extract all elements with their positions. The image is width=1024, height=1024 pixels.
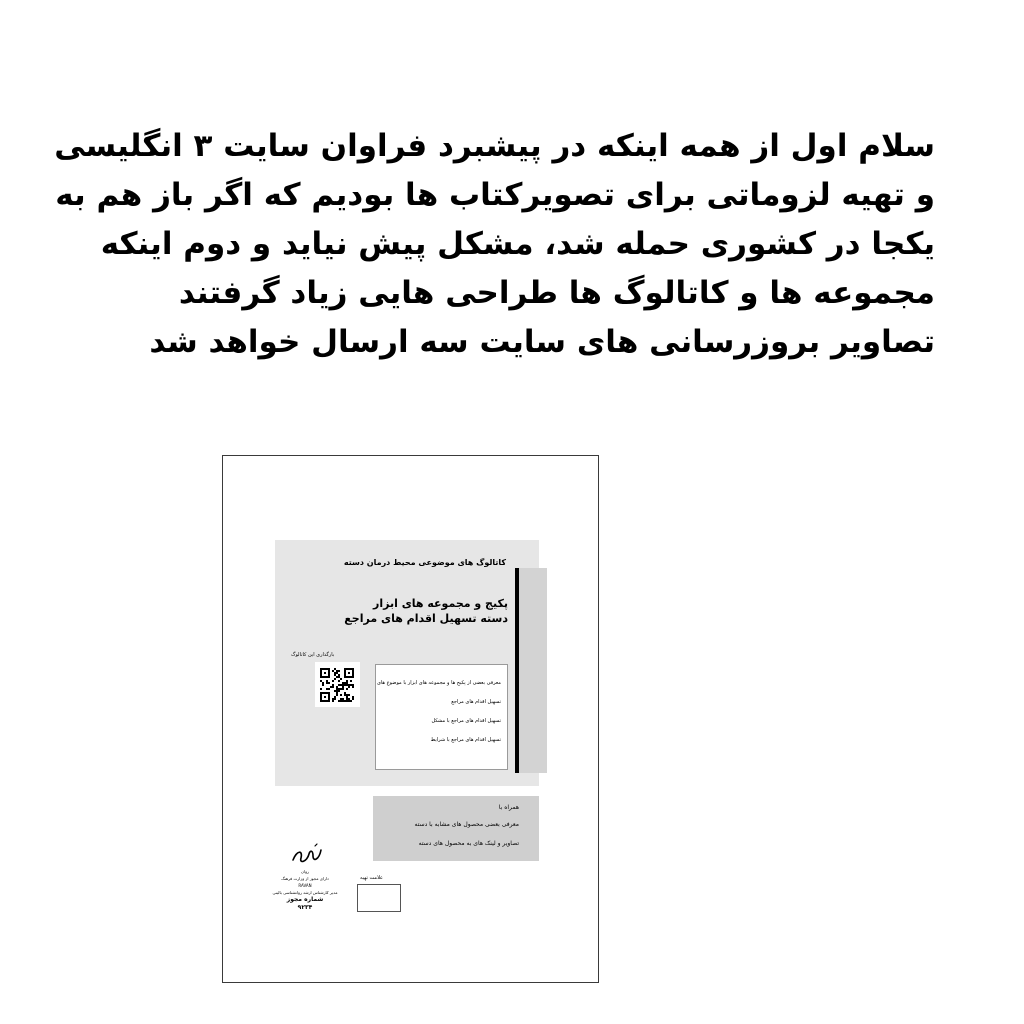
qr-module: [332, 700, 334, 702]
qr-module: [346, 680, 348, 682]
qr-module: [350, 700, 352, 702]
qr-module: [338, 684, 340, 686]
catalog-title-line: پکیج و مجموعه های ابزار: [373, 597, 508, 610]
qr-module: [334, 674, 336, 676]
qr-module: [336, 688, 338, 690]
license-number: ۹۲۳۴: [297, 904, 313, 911]
qr-module: [332, 686, 334, 688]
announcement-line: تصاویر بروزرسانی های سایت سه ارسال خواهد شد: [149, 324, 935, 360]
accompany-item: معرفی بعضی محصول های مشابه با دسته: [414, 821, 519, 828]
qr-module: [338, 700, 340, 702]
qr-module: [336, 672, 338, 674]
qr-module: [336, 676, 338, 678]
qr-module: [346, 688, 348, 690]
publisher-director: مدیر کارشناس ارشد روانشناسی بالینی: [272, 890, 338, 895]
qr-module: [346, 684, 348, 686]
qr-module: [332, 670, 334, 672]
publisher-license-code: RAVAN: [298, 883, 312, 888]
qr-module: [344, 684, 346, 686]
announcement-line: و تهیه لزوماتی برای تصویرکتاب ها بودیم که اگر باز هم به: [55, 177, 935, 213]
qr-module: [342, 688, 344, 690]
qr-module: [336, 686, 338, 688]
contents-item: تسهیل اقدام های مراجع با شرایط: [430, 737, 501, 743]
qr-module: [336, 690, 338, 692]
qr-module: [348, 686, 350, 688]
catalog-page-preview: [222, 455, 599, 983]
qr-module: [344, 692, 346, 694]
prepare-label: علامت تهیه: [360, 875, 384, 881]
qr-module: [328, 682, 330, 684]
qr-module: [348, 684, 350, 686]
qr-module: [332, 698, 334, 700]
contents-item: تسهیل اقدام های مراجع با مشکل: [431, 718, 501, 724]
qr-module: [352, 686, 354, 688]
qr-module: [344, 682, 346, 684]
license-label: شماره مجوز: [286, 896, 324, 903]
contents-item: تسهیل اقدام های مراجع: [451, 699, 501, 705]
qr-module: [320, 688, 322, 690]
qr-module: [348, 694, 350, 696]
qr-module: [338, 676, 340, 678]
catalog-section-label: کاتالوگ های موضوعی محیط درمان دسته: [343, 558, 506, 567]
qr-module: [346, 682, 348, 684]
publisher-logo-text: روان: [301, 869, 309, 874]
qr-module: [348, 698, 350, 700]
qr-module: [340, 700, 342, 702]
qr-module: [326, 688, 328, 690]
catalog-title-line: دسته تسهیل اقدام های مراجع: [344, 612, 508, 625]
accompany-box: [373, 796, 539, 861]
qr-module: [348, 700, 350, 702]
qr-code[interactable]: [315, 662, 360, 707]
catalog-title: [344, 596, 508, 626]
qr-module: [336, 692, 338, 694]
qr-module: [338, 670, 340, 672]
publisher-license-text: دارای مجوز از وزارت فرهنگ: [281, 876, 329, 881]
qr-module: [348, 672, 350, 674]
catalog-contents-box: [375, 664, 508, 770]
qr-module: [342, 698, 344, 700]
qr-module: [350, 680, 352, 682]
qr-module: [336, 670, 338, 672]
publisher-info: [257, 868, 353, 912]
qr-module: [342, 700, 344, 702]
qr-module: [352, 696, 354, 698]
qr-module: [346, 698, 348, 700]
accompany-heading: همراه با: [498, 804, 519, 811]
prepare-mark-box: [357, 884, 401, 912]
qr-module: [328, 688, 330, 690]
qr-module: [334, 696, 336, 698]
qr-module: [322, 684, 324, 686]
qr-module: [334, 668, 336, 670]
qr-module: [326, 680, 328, 682]
qr-module: [322, 682, 324, 684]
qr-module: [334, 678, 336, 680]
qr-code-icon: [320, 668, 354, 702]
qr-module: [342, 684, 344, 686]
qr-module: [334, 698, 336, 700]
qr-module: [332, 684, 334, 686]
qr-module: [336, 694, 338, 696]
qr-module: [320, 680, 322, 682]
qr-module: [324, 696, 326, 698]
announcement-line: یکجا در کشوری حمله شد، مشکل پیش نیاید و دوم اینکه: [100, 226, 935, 262]
catalog-side-bar: [515, 568, 547, 773]
qr-module: [346, 696, 348, 698]
qr-module: [340, 678, 342, 680]
qr-module: [342, 682, 344, 684]
qr-module: [344, 694, 346, 696]
qr-module: [338, 674, 340, 676]
qr-module: [346, 694, 348, 696]
announcement-line: مجموعه ها و کاتالوگ ها طراحی هایی زیاد گرفتند: [178, 275, 935, 311]
qr-module: [352, 684, 354, 686]
announcement-line: سلام اول از همه اینکه در پیشبرد فراوان سایت ۳ انگلیسی: [54, 128, 935, 164]
qr-module: [344, 700, 346, 702]
qr-module: [352, 698, 354, 700]
qr-module: [330, 686, 332, 688]
qr-module: [340, 694, 342, 696]
qr-module: [338, 690, 340, 692]
qr-module: [324, 672, 326, 674]
catalog-accent-stripe: [515, 568, 519, 773]
qr-module: [332, 680, 334, 682]
qr-module: [326, 682, 328, 684]
qr-module: [340, 684, 342, 686]
contents-item: معرفی بعضی از پکیج ها و مجموعه های ابزار با موضوع های: [377, 680, 501, 686]
qr-module: [342, 686, 344, 688]
accompany-item: تصاویر و لینک های به محصول های دسته: [418, 840, 519, 847]
qr-module: [340, 688, 342, 690]
qr-module: [334, 672, 336, 674]
qr-module: [350, 684, 352, 686]
qr-module: [338, 680, 340, 682]
qr-label: بارگذاری این کاتالوگ: [291, 652, 335, 658]
announcement-text: [54, 122, 935, 367]
publisher-signature-logo: [289, 842, 327, 870]
qr-module: [346, 700, 348, 702]
qr-module: [338, 688, 340, 690]
qr-module: [334, 690, 336, 692]
qr-module: [340, 698, 342, 700]
